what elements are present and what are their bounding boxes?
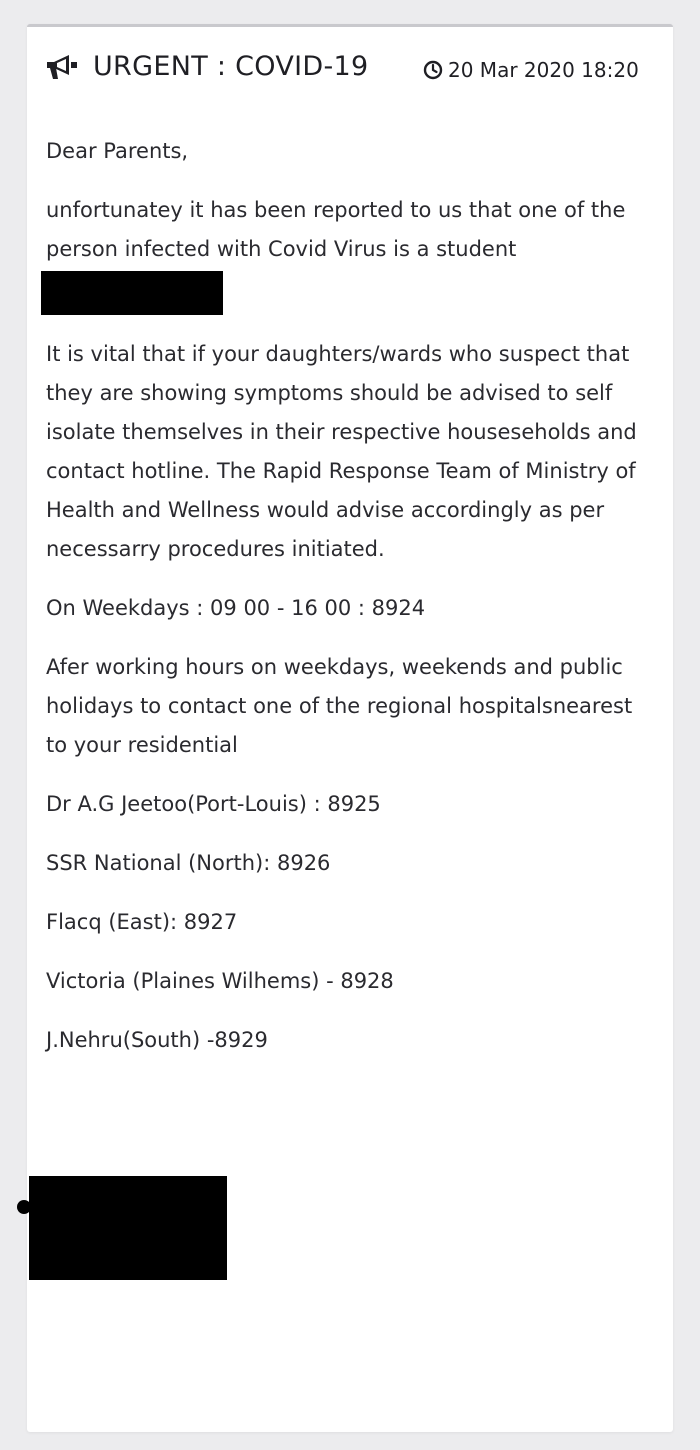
advice-paragraph: It is vital that if your daughters/wards who suspect that they are showing symptoms should be advised to self isolate themselves in their respective houseseholds and contact hotline. The Rapid Response Team of Ministry of Health and Wellness would advise accordingly as per necessarry procedures initiated. [46,342,637,561]
redaction-block [41,271,223,315]
megaphone-icon [45,52,79,82]
notice-body [46,132,646,1080]
title-group [45,51,369,82]
notice-timestamp: 20 Mar 2020 18:20 [448,58,639,82]
redaction-mark [17,1200,31,1214]
greeting-paragraph: Dear Parents, [46,139,189,163]
intro-paragraph: unfortunatey it has been reported to us that one of the person infected with Covid Virus is a student [46,198,626,261]
weekdays-hotline: On Weekdays : 09 00 - 16 00 : 8924 [46,596,426,620]
hospital-contact: Victoria (Plaines Wilhems) - 8928 [46,969,394,993]
hospital-contact: SSR National (North): 8926 [46,851,331,875]
hospital-contact: Dr A.G Jeetoo(Port-Louis) : 8925 [46,792,381,816]
notice-title: URGENT : COVID-19 [93,51,369,82]
notice-header [27,27,673,97]
notice-card [27,24,673,1432]
timestamp-group [423,58,639,82]
clock-icon [423,60,443,80]
after-hours-paragraph: Afer working hours on weekdays, weekends and public holidays to contact one of the regional hospitalsnearest to your residential [46,655,633,757]
hospital-contact: J.Nehru(South) -8929 [46,1028,268,1052]
redaction-block [29,1176,227,1280]
hospital-contact: Flacq (East): 8927 [46,910,238,934]
